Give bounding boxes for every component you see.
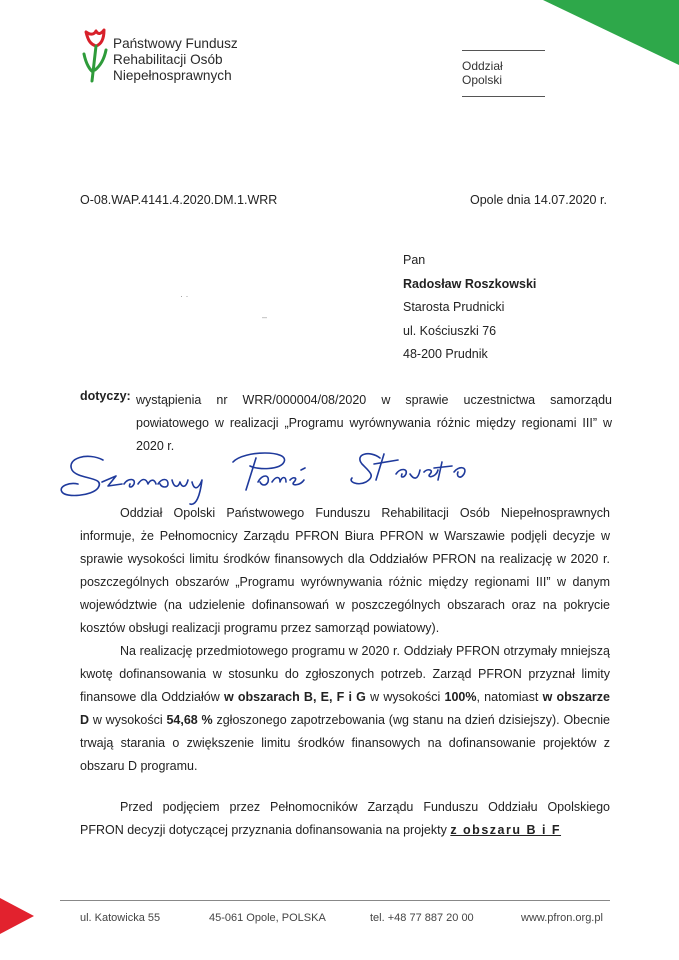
p2-bold-area-d: w obszarze D [80,690,610,727]
body-paragraph-2 [80,640,610,778]
footer-website[interactable]: www.pfron.org.pl [521,912,603,924]
p2-bold-areas: w obszarach B, E, F i G [223,690,366,704]
concern-label: dotyczy: [80,389,131,403]
footer-phone: tel. +48 77 887 20 00 [370,912,474,924]
p2-text: , natomiast [476,690,543,704]
p3-underlined-areas: z obszaru B i F [450,823,562,837]
reference-number: O-08.WAP.4141.4.2020.DM.1.WRR [80,193,278,207]
footer-street: ul. Katowicka 55 [80,912,161,924]
p2-text: w wysokości [365,690,445,704]
recipient-title: Starosta Prudnicki [403,300,505,314]
recipient-name: Radosław Roszkowski [403,276,537,291]
p2-text: w wysokości [89,713,167,727]
recipient-salutation: Pan [403,253,426,267]
handwritten-greeting [58,440,488,508]
p2-text: Na realizację przedmiotowego programu w 2020 r. Oddziały PFRON otrzymały mniejszą kwotę dofinansowania w stosunku do zgłoszonych potrzeb. Zarząd PFRON przyznał limity finansowe dla Oddziałów [80,644,610,704]
p3-text: Przed podjęciem przez Pełnomocników Zarządu Funduszu Oddziału Opolskiego PFRON decyzji dotyczącej przyznania dofinansowania na projekty [80,800,610,837]
body-paragraph-1: Oddział Opolski Państwowego Funduszu Rehabilitacji Osób Niepełnosprawnych informuje, że Pełnomocnicy Zarządu PFRON Biura PFRON w Warszawie podjęli decyzje w sprawie wysokości limitu środków finansowych dla Oddziałów PFRON na realizację w 2020 r. poszczególnych obszarów „Programu wyrównywania różnic między regionami III” w danym województwie (na udzielenie dofinansowań w poszczególnych obszarach oraz na pokrycie kosztów obsługi realizacji programu przez samorząd powiatowy). [80,506,610,635]
footer-city: 45-061 Opole, POLSKA [209,912,326,924]
concern-text: wystąpienia nr WRR/000004/08/2020 w sprawie uczestnictwa samorządu powiatowego w realizacji „Programu wyrównywania różnic między regionami III” w 2020 r. [136,393,612,453]
scan-mark: – [262,312,268,322]
body-paragraph-3 [80,796,610,842]
scan-mark: · · [180,291,189,301]
organization-name [113,36,238,84]
recipient-city: 48-200 Prudnik [403,347,488,361]
org-line-3: Niepełnosprawnych [113,68,232,83]
footer-divider [60,900,610,901]
p2-text: zgłoszonego zapotrzebowania (wg stanu na dzień dzisiejszy). Obecnie trwają starania o zwiększenie limitu środków finansowych na dofinansowanie projektów z obszaru D programu. [80,713,610,773]
letter-date: Opole dnia 14.07.2020 r. [470,193,607,207]
org-line-2: Rehabilitacji Osób [113,52,223,67]
department-label: Oddział Opolski [462,50,545,97]
recipient-address [403,249,536,367]
corner-red-triangle [0,898,34,934]
recipient-street: ul. Kościuszki 76 [403,323,497,338]
letter-body [80,502,610,842]
p2-bold-percent: 100% [444,690,477,704]
p2-bold-percent-d: 54,68 % [166,713,213,727]
corner-green-triangle [543,0,679,65]
org-line-1: Państwowy Fundusz [113,36,238,51]
